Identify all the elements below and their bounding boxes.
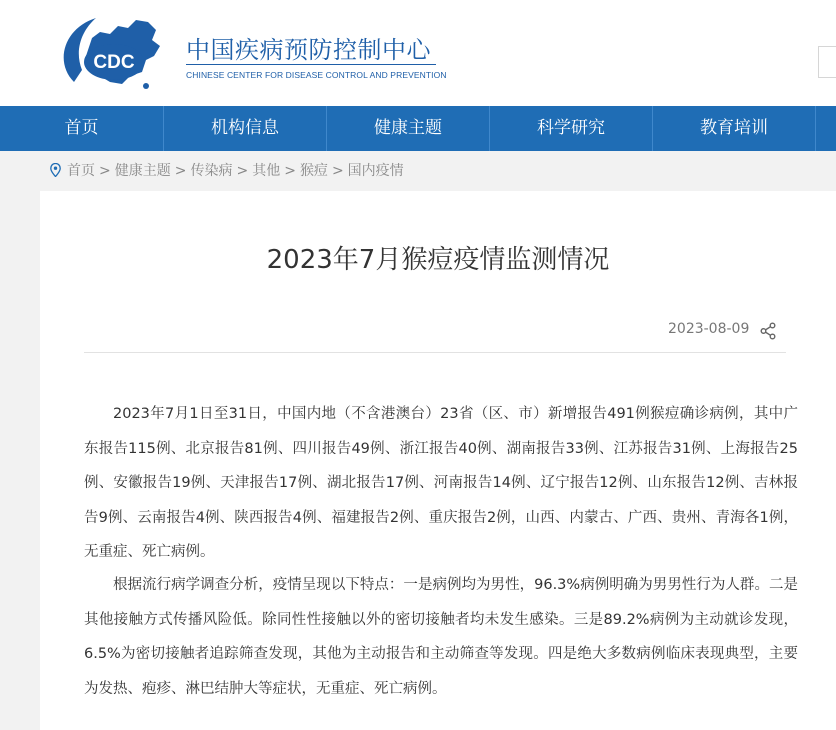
breadcrumb-mpox[interactable]: 猴痘 [299, 163, 328, 179]
breadcrumb-home[interactable]: 首页 [67, 163, 95, 179]
location-pin-icon [50, 163, 61, 177]
cdc-logo[interactable] [56, 10, 168, 96]
nav-item-home[interactable]: 首页 [64, 118, 99, 138]
share-icon[interactable] [760, 322, 776, 340]
nav-divider [815, 106, 816, 151]
article-paragraph: 2023年7月1日至31日，中国内地（不含港澳台）23省（区、市）新增报告491例猴痘确诊病例，其中广东报告115例、北京报告81例、四川报告49例、浙江报告40例、湖南报告33例、江苏报告31例、上海报告25例、安徽报告19例、天津报告17例、湖北报告17例、河南报告14例、辽宁报告12例、山东报告12例、吉林报告9例、云南报告4例、陕西报告4例、福建报告2例、重庆报告2例，山西、内蒙古、广西、贵州、青海各1例，无重症、死亡病例。 [84, 406, 798, 560]
breadcrumb-separator: > [331, 163, 344, 179]
breadcrumb-separator: > [284, 163, 296, 179]
breadcrumb-separator: > [174, 163, 187, 179]
site-header [0, 0, 836, 106]
logo-divider [186, 64, 436, 65]
breadcrumb-other[interactable]: 其他 [252, 163, 281, 179]
nav-item-research[interactable]: 科学研究 [537, 118, 605, 138]
org-name-en: CHINESE CENTER FOR DISEASE CONTROL AND PREVENTION [186, 70, 447, 80]
breadcrumb-domestic-epidemic[interactable]: 国内疫情 [347, 163, 404, 179]
breadcrumb [50, 151, 836, 191]
breadcrumb-separator: > [99, 163, 111, 179]
nav-item-health-topics[interactable]: 健康主题 [374, 118, 442, 138]
logo-text: CDC [93, 52, 135, 73]
title-divider [84, 352, 786, 353]
article-paragraph: 根据流行病学调查分析，疫情呈现以下特点：一是病例均为男性，96.3%病例明确为男男性行为人群。二是其他接触方式传播风险低。除同性性接触以外的密切接触者均未发生感染。三是89.2%病例为主动就诊发现，6.5%为密切接触者追踪筛查发现，其他为主动报告和主动筛查等发现。四是绝大多数病例临床表现典型，主要为发热、疱疹、淋巴结肿大等症状，无重症、死亡病例。 [84, 577, 798, 697]
main-nav [0, 106, 836, 151]
breadcrumb-separator: > [236, 163, 249, 179]
search-input[interactable] [818, 46, 836, 78]
nav-item-education[interactable]: 教育培训 [700, 118, 768, 138]
nav-item-organization[interactable]: 机构信息 [211, 118, 279, 138]
org-name: 中国疾病预防控制中心 [186, 36, 431, 64]
breadcrumb-infectious-disease[interactable]: 传染病 [190, 163, 233, 179]
breadcrumb-health-topics[interactable]: 健康主题 [114, 163, 171, 179]
article-panel [40, 191, 836, 730]
article-title: 2023年7月猴痘疫情监测情况 [266, 245, 610, 275]
publish-date: 2023-08-09 [668, 321, 750, 337]
